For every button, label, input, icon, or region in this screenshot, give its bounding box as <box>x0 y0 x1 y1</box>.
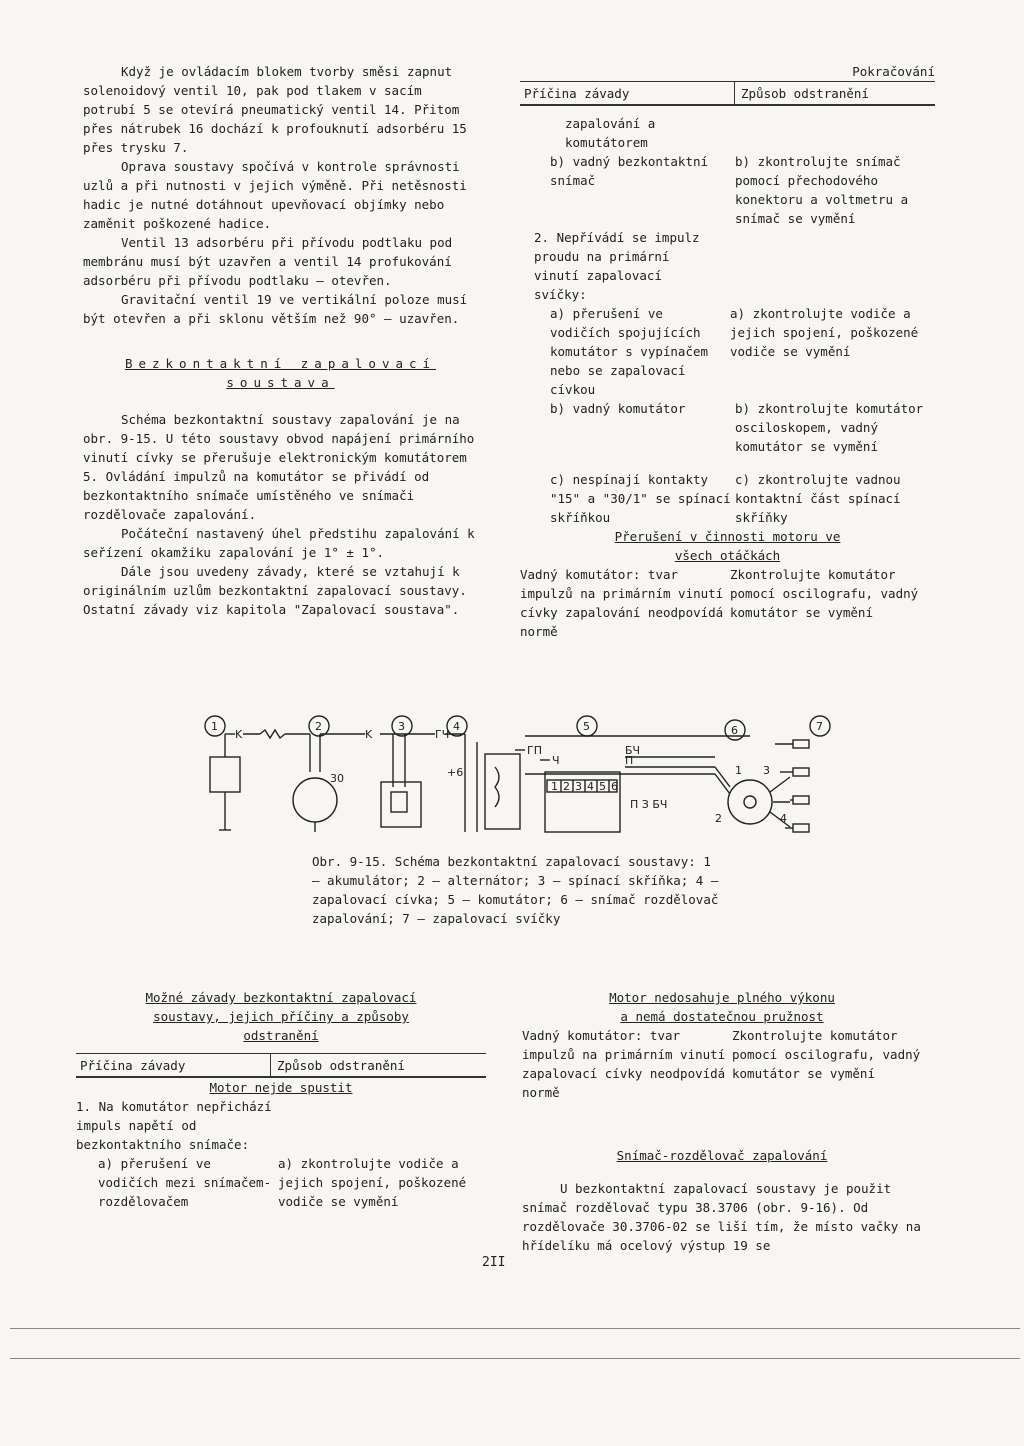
left-top-column <box>83 62 478 619</box>
wire-label-p: П <box>625 754 634 767</box>
section-heading: Snímač-rozdělovač zapalování <box>616 1148 828 1163</box>
fault-row: Vadný komutátor: tvar impulzů na primárním vinutí cívky zapalování neodpovídá normě Zkontrolujte komutátor pomocí oscilografu, vadný komutátor se vymění <box>520 567 919 639</box>
right-bottom-column <box>522 988 922 1255</box>
svg-text:1: 1 <box>551 780 558 793</box>
fig-label-4: 4 <box>453 720 460 733</box>
table-row: b) vadný bezkontaktní snímač b) zkontrolujte snímač pomocí přechodového konektoru a voltmetru a snímač se vymění <box>550 154 909 226</box>
wire-label-gch: ГЧ <box>435 728 450 741</box>
continuation-label: Pokračování <box>852 64 935 79</box>
connector-label: П З БЧ <box>630 798 668 811</box>
fig-label-6: 6 <box>731 724 738 737</box>
paragraph: Gravitační ventil 19 ve vertikální poloze musí být otevřen a při sklonu větším než 90° – uzavřen. <box>83 292 468 326</box>
fig-label-7: 7 <box>816 720 823 733</box>
table-row: b) vadný komutátor b) zkontrolujte komutátor osciloskopem, vadný komutátor se vymění <box>550 401 924 454</box>
svg-text:4: 4 <box>587 780 594 793</box>
divider <box>10 1328 1020 1329</box>
fig-label-1: 1 <box>211 720 218 733</box>
section-heading: Bezkontaktní zapalovací <box>124 356 437 371</box>
paragraph: Dále jsou uvedeny závady, které se vztahují k originálním uzlům bezkontaktní zapalovací soustavy. Ostatní závady viz kapitola "Zapalovací soustava". <box>83 564 467 617</box>
wire-label-k: K <box>235 728 243 741</box>
page-number: 2II <box>482 1255 506 1270</box>
svg-text:6: 6 <box>611 780 618 793</box>
table-row: 2. Nepřívádí se impulz proudu na primární vinutí zapalovací svíčky: <box>534 230 700 302</box>
section-heading: Motor nedosahuje plného výkonu <box>609 990 835 1005</box>
wire-label-gp: ГП <box>527 744 542 757</box>
subheading: všech otáčkách <box>674 548 781 563</box>
section-heading: odstranění <box>243 1028 319 1043</box>
table-row: zapalování a komutátorem <box>565 116 656 150</box>
plus6-label: +6 <box>447 766 464 779</box>
svg-text:5: 5 <box>599 780 606 793</box>
col-header-fix: Způsob odstranění <box>741 85 869 101</box>
svg-text:2: 2 <box>715 812 722 825</box>
fig-label-2: 2 <box>315 720 322 733</box>
alternator-label: 30 <box>330 772 344 785</box>
paragraph: Počáteční nastavený úhel předstihu zapalování k seřízení okamžiku zapalování je 1° ± 1°. <box>83 526 475 560</box>
ignition-schematic-figure <box>195 712 845 847</box>
col-header-cause: Příčina závady <box>80 1057 186 1073</box>
divider <box>10 1358 1020 1359</box>
col-header-fix: Způsob odstranění <box>277 1057 405 1073</box>
svg-text:4: 4 <box>780 812 787 825</box>
svg-text:3: 3 <box>575 780 582 793</box>
subheading: Motor nejde spustit <box>209 1080 353 1095</box>
section-heading: a nemá dostatečnou pružnost <box>620 1009 824 1024</box>
left-bottom-column <box>76 988 486 1211</box>
list-item: 1. Na komutátor nepřichází impuls napětí od bezkontaktního snímače: <box>76 1099 272 1152</box>
col-header-cause: Příčina závady <box>524 85 630 101</box>
fault-row: Vadný komutátor: tvar impulzů na primárním vinutí zapalovací cívky neodpovídá normě Zkontrolujte komutátor pomocí oscilografu, vadný komutátor se vymění <box>522 1028 921 1100</box>
wire-label-bch: БЧ <box>625 744 641 757</box>
table-row: a) přerušení ve vodičích mezi snímačem-rozdělovačem a) zkontrolujte vodiče a jejich spojení, poškozené vodiče se vymění <box>98 1156 467 1209</box>
table-header <box>520 81 935 106</box>
right-top-column <box>520 62 935 641</box>
paragraph: Schéma bezkontaktní soustavy zapalování je na obr. 9-15. U této soustavy obvod napájení primárního vinutí cívky se přerušuje elektronickým komutátorem 5. Ovládání impulzů na komutátor se přivádí od bezkontaktního snímače umístěného ve snímači rozdělovače zapalování. <box>83 412 475 522</box>
wire-label-k: K <box>365 728 373 741</box>
section-heading: Možné závady bezkontaktní zapalovací <box>145 990 417 1005</box>
paragraph: Ventil 13 adsorbéru při přívodu podtlaku pod membránu musí být uzavřen a ventil 14 profukování adsorbéru při přívodu podtlaku – otevřen. <box>83 235 453 288</box>
figure-caption: Obr. 9-15. Schéma bezkontaktní zapalovací soustavy: 1 – akumulátor; 2 – alternátor; 3 – spínací skříňka; 4 – zapalovací cívka; 5 – komutátor; 6 – snímač rozdělovač zapalování; 7 – zapalovací svíčky <box>312 854 719 926</box>
paragraph: Oprava soustavy spočívá v kontrole správnosti uzlů a při nutnosti v jejich výměně. Při netěsnosti hadic je nutné dotáhnout upevňovací objímky nebo zaměnit poškozené hadice. <box>83 159 467 231</box>
svg-text:3: 3 <box>763 764 770 777</box>
section-heading: soustava <box>226 375 335 390</box>
table-header <box>76 1053 486 1078</box>
table-row: c) nespínají kontakty "15" a "30/1" se spínací skříňkou c) zkontrolujte vadnou kontaktní část spínací skříňky <box>550 472 901 525</box>
paragraph: U bezkontaktní zapalovací soustavy je použit snímač rozdělovač typu 38.3706 (obr. 9-16). Od rozdělovače 30.3706-02 se liší tím, že místo vačky na hřídelíku má ocelový výstup 19 se <box>522 1181 921 1253</box>
fig-label-5: 5 <box>583 720 590 733</box>
table-row: a) přerušení ve vodičích spojujících komutátor s vypínačem nebo se zapalovací cívkou a) zkontrolujte vodiče a jejich spojení, poškozené vodiče se vymění <box>550 306 919 397</box>
fig-label-3: 3 <box>398 720 405 733</box>
svg-text:1: 1 <box>735 764 742 777</box>
svg-text:2: 2 <box>563 780 570 793</box>
paragraph: Když je ovládacím blokem tvorby směsi zapnut solenoidový ventil 10, pak pod tlakem v sacím potrubí 5 se otevírá pneumatický ventil 14. Přitom přes nátrubek 16 dochází k profouknutí adsorbéru 15 přes trysku 7. <box>83 64 467 155</box>
subheading: Přerušení v činnosti motoru ve <box>614 529 841 544</box>
wire-label-ch: Ч <box>552 754 560 767</box>
section-heading: soustavy, jejich příčiny a způsoby <box>153 1009 409 1024</box>
